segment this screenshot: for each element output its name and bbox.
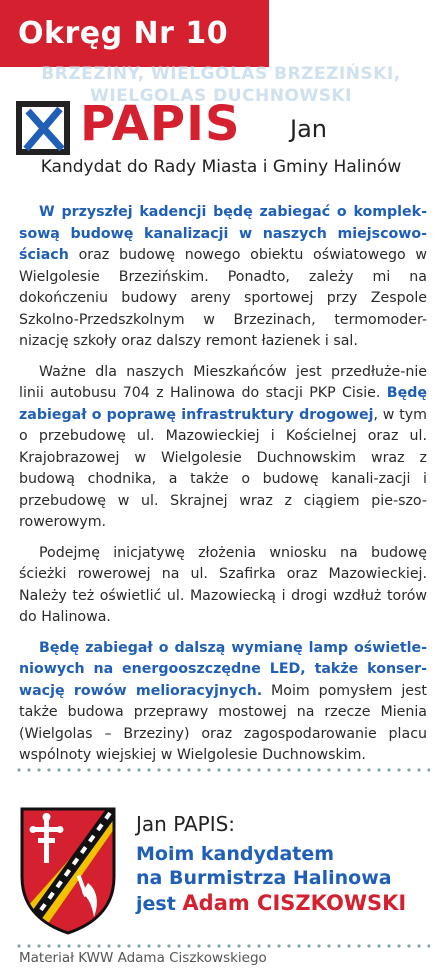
paragraph-3: Podejmę inicjatywę złożenia wniosku na budowę ścieżki rowerowej na ul. Szafirka oraz Mazowieckiej. Należy też oświetlić ul. Mazowiecką i drogi wzdłuż torów do Halinowa. xyxy=(19,544,427,625)
district-banner: Okręg Nr 10 xyxy=(0,0,269,67)
mayor-candidate-name: Adam CISZKOWSKI xyxy=(182,891,407,915)
endorsement-prefix: jest xyxy=(136,893,183,915)
candidate-surname: PAPIS xyxy=(80,96,241,152)
endorser-name: Jan PAPIS: xyxy=(136,812,236,836)
paragraph-4-highlight: Będę zabiegał o dalszą wymianę lamp oświetle-niowych na energooszczędne LED, także konser-wację rowów melioracyjnych. xyxy=(19,639,427,699)
dotted-divider xyxy=(14,768,430,772)
paragraph-4-text: Moim pomysłem jest także budowa przeprawy mostowej na rzecze Mienia (Wielgolas – Brzeziny) oraz zagospodarowanie placu wspólnoty wiejskiej w Wielgolesie Duchnowskim. xyxy=(19,682,427,763)
candidate-first-name: Jan xyxy=(290,115,327,143)
paragraph-2-intro: Ważne dla naszych Mieszkańców jest przedłuże-nie linii autobusu 704 z Halinowa do stacji PKP Cisie. xyxy=(19,363,427,401)
paragraph-2 xyxy=(19,362,427,534)
endorsement-line-2: na Burmistrza Halinowa xyxy=(136,867,392,889)
paragraph-1-highlight: W przyszłej kadencji będę zabiegać o komplek-sową budowę kanalizacji w naszych miejscowo-ściach xyxy=(19,204,427,263)
areas-line-2: WIELGOLAS DUCHNOWSKI xyxy=(90,86,352,106)
program-text xyxy=(19,202,427,776)
halinow-coat-of-arms-icon xyxy=(18,805,118,935)
dotted-divider-bottom xyxy=(14,944,430,948)
paragraph-1-text: oraz budowę nowego obiektu oświatowego w Wielgolesie Brzezińskim. Ponadto, zależy mi na dokończeniu budowy areny sportowej przy Zespole Szkolno-Przedszkolnym w Brzezinach, termomoder-nizację szkoły oraz dalszy remont łazienek i sal. xyxy=(19,247,427,349)
areas-line-1: BRZEZINY, WIELGOLAS BRZEZIŃSKI, xyxy=(41,64,401,84)
paragraph-1 xyxy=(19,202,427,353)
candidate-subtitle: Kandydat do Rady Miasta i Gminy Halinów xyxy=(40,157,402,177)
endorsement-line-3 xyxy=(136,891,406,915)
paragraph-2-text: , w tym o przebudowę ul. Mazowieckiej i Kościelnej oraz ul. Krajobrazowej w Wielgolesie Duchnowskim wraz z budową chodnika, a także o budowę kanali-zacji i przebudowę w ul. Skrajnej wraz z ciągiem pie-szo-rowerowym. xyxy=(19,406,427,530)
footer-credit: Materiał KWW Adama Ciszkowskiego xyxy=(19,950,267,966)
endorsement-line-1: Moim kandydatem xyxy=(136,843,335,865)
paragraph-4 xyxy=(19,638,427,767)
paragraph-2-highlight: Będę zabiegał o poprawę infrastruktury drogowej xyxy=(19,385,427,423)
ballot-box-x-icon xyxy=(16,101,70,155)
